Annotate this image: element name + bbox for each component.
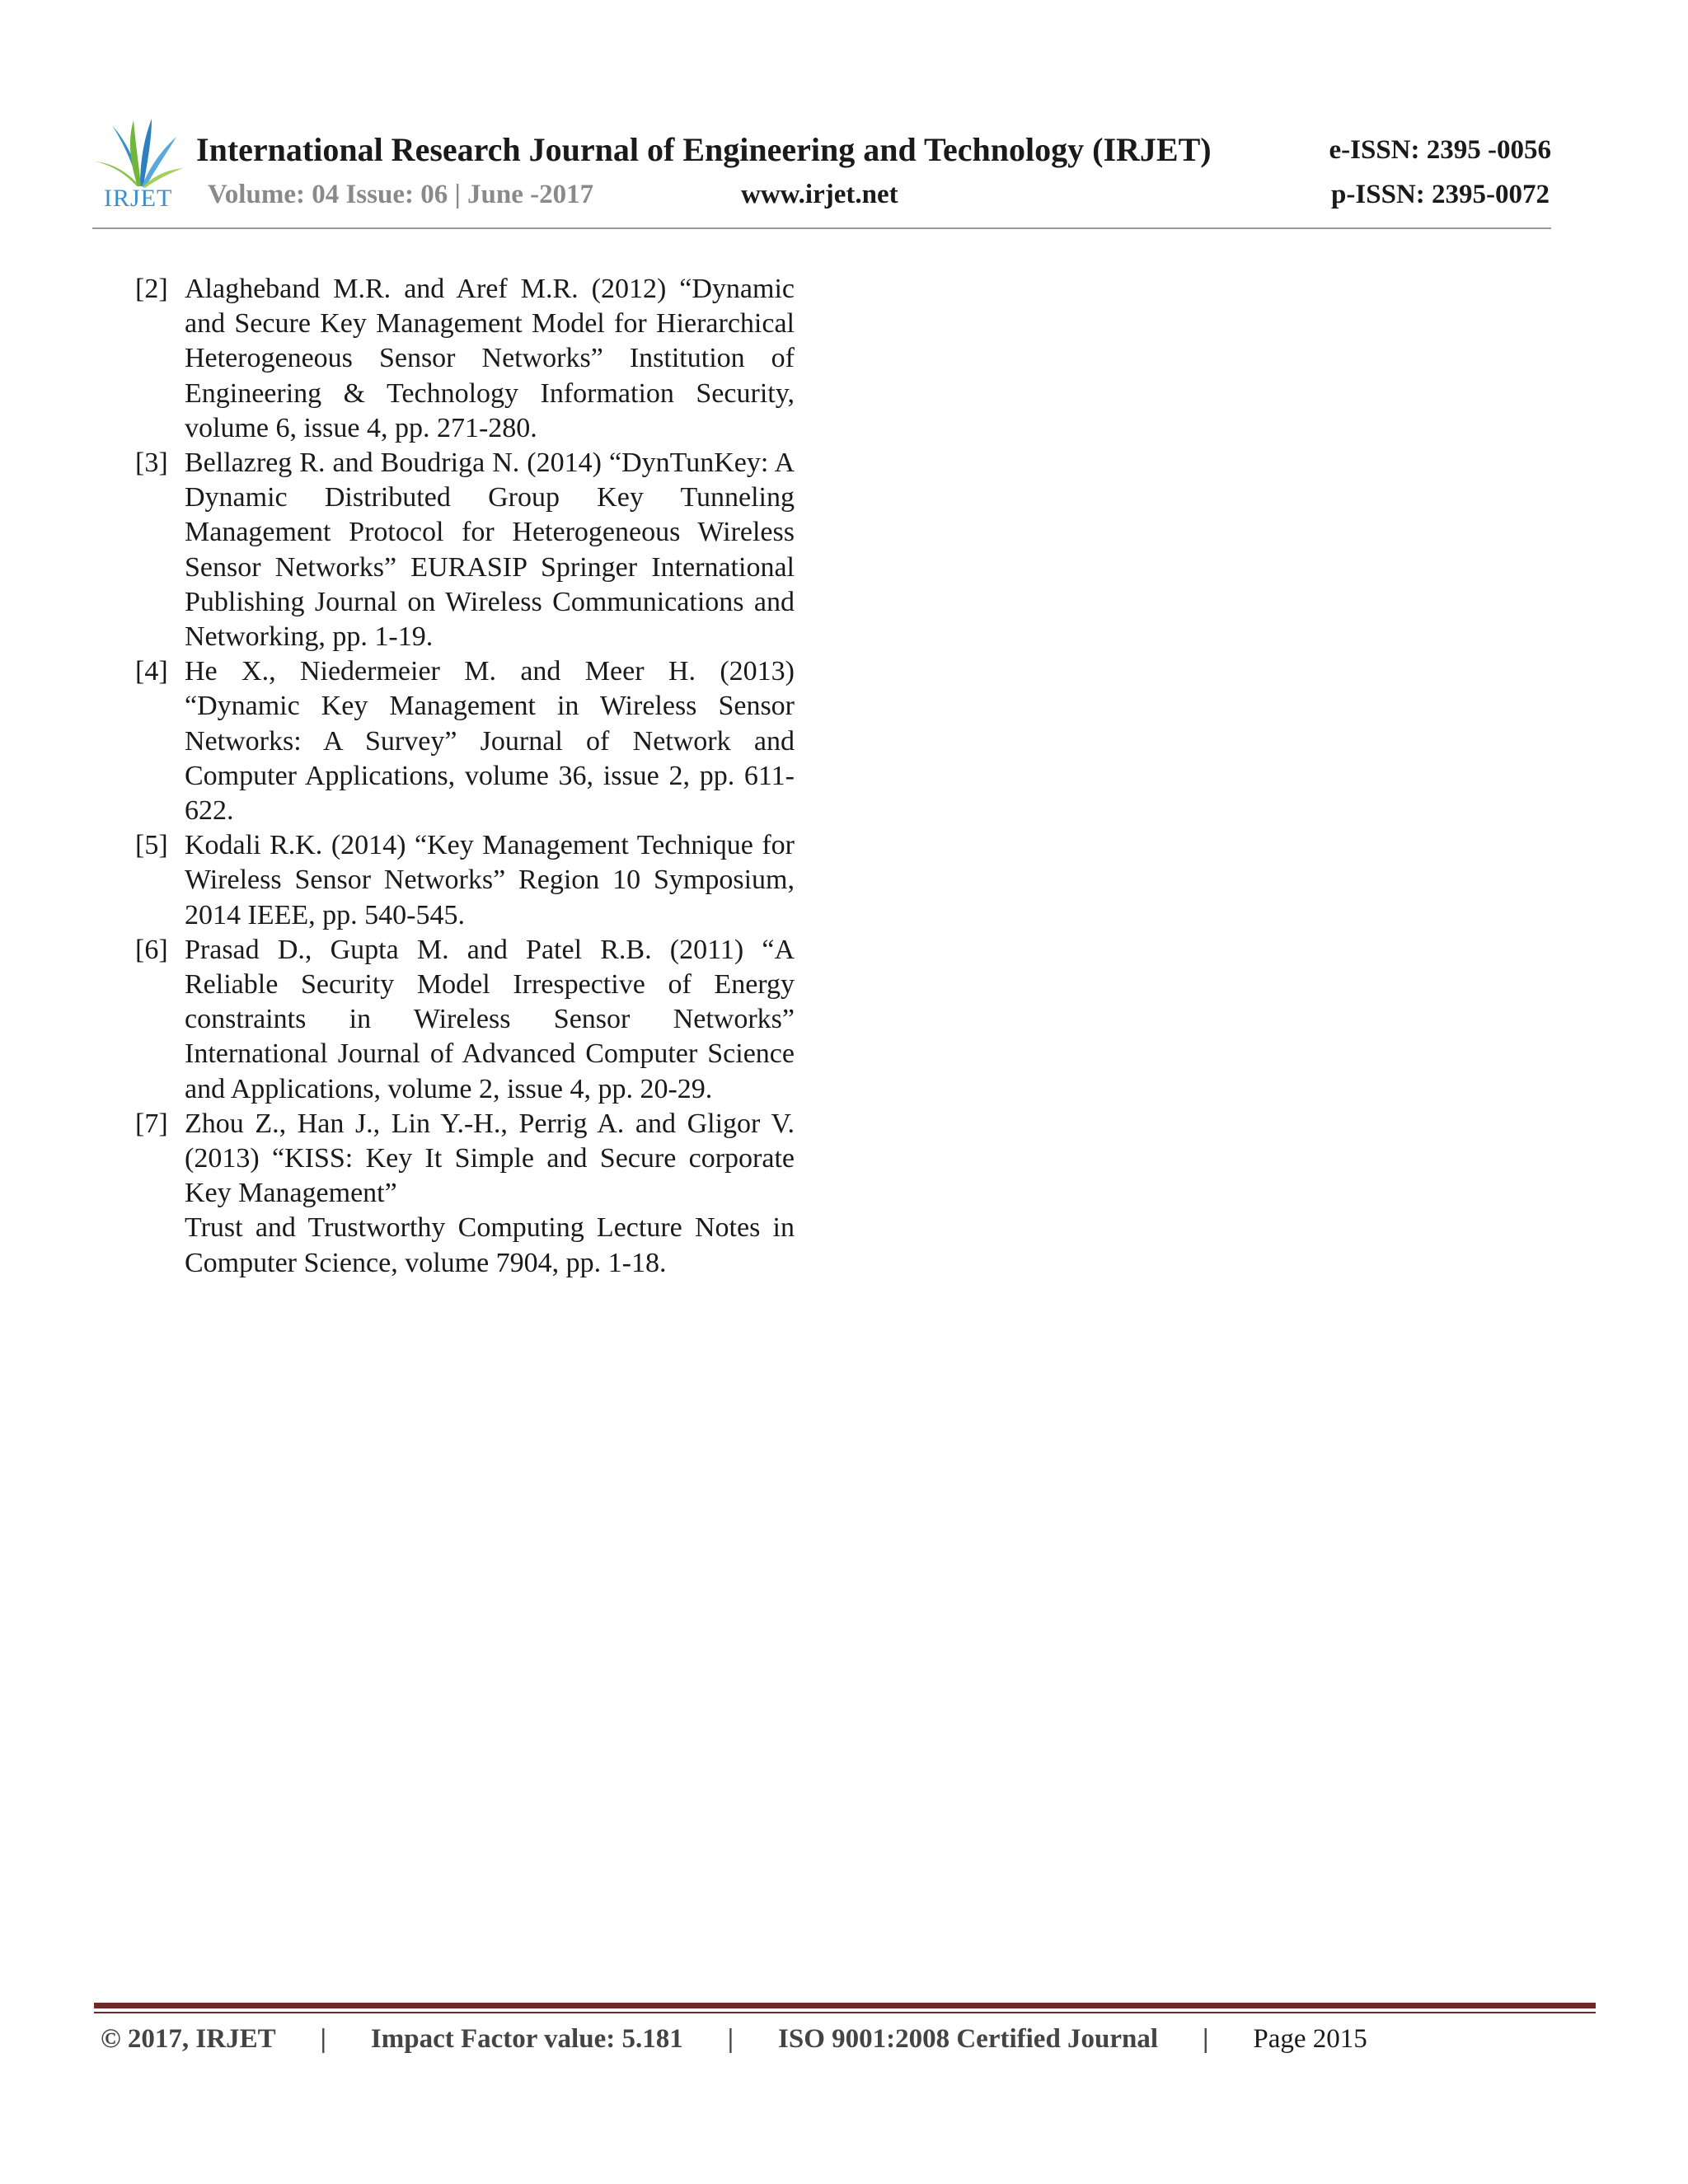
footer-separator: |	[727, 2024, 734, 2054]
reference-text: Prasad D., Gupta M. and Patel R.B. (2011) “A Reliable Security Model Irrespective of Energy constraints in Wireless Sensor Networks” International Journal of Advanced Computer Science and Applications, volume 2, issue 4, pp. 20-29.	[185, 934, 795, 1104]
logo-text: IRJET	[104, 185, 173, 212]
reference-number: [5]	[135, 830, 168, 861]
reference-number: [4]	[135, 656, 168, 687]
page-header	[92, 115, 1551, 231]
footer-page-number: Page 2015	[1253, 2024, 1367, 2054]
reference-item	[135, 654, 795, 828]
journal-title: International Research Journal of Engineering and Technology (IRJET)	[196, 131, 1212, 168]
reference-text: Bellazreg R. and Boudriga N. (2014) “DynTunKey: A Dynamic Distributed Group Key Tunneling Management Protocol for Heterogeneous Wireless Sensor Networks” EURASIP Springer International Publishing Journal on Wireless Communications and Networking, pp. 1-19.	[185, 448, 795, 653]
footer-separator: |	[320, 2024, 326, 2054]
footer-copyright: © 2017, IRJET	[101, 2024, 276, 2054]
footer-divider-thick	[94, 2003, 1596, 2008]
page-footer	[101, 2024, 1367, 2055]
reference-text-continued: Trust and Trustworthy Computing Lecture Notes in Computer Science, volume 7904, pp. 1-18.	[185, 1212, 795, 1278]
irjet-logo	[92, 115, 185, 214]
header-divider	[92, 227, 1551, 229]
reference-text: Zhou Z., Han J., Lin Y.-H., Perrig A. and Gligor V. (2013) “KISS: Key It Simple and Secure corporate Key Management”	[185, 1108, 795, 1209]
footer-iso: ISO 9001:2008 Certified Journal	[778, 2024, 1159, 2054]
reference-item	[135, 446, 795, 654]
volume-issue: Volume: 04 Issue: 06 | June -2017	[208, 180, 594, 209]
reference-item	[135, 1107, 795, 1281]
e-issn: e-ISSN: 2395 -0056	[1329, 135, 1551, 165]
reference-number: [2]	[135, 274, 168, 304]
reference-item	[135, 933, 795, 1107]
reference-text: He X., Niedermeier M. and Meer H. (2013) “Dynamic Key Management in Wireless Sensor Networks: A Survey” Journal of Network and Computer Applications, volume 36, issue 2, pp. 611-622.	[185, 656, 795, 827]
reference-text: Alagheband M.R. and Aref M.R. (2012) “Dynamic and Secure Key Management Model for Hierarchical Heterogeneous Sensor Networks” Institution of Engineering & Technology Information Security, volume 6, issue 4, pp. 271-280.	[185, 274, 795, 443]
reference-number: [6]	[135, 934, 168, 965]
reference-text: Kodali R.K. (2014) “Key Management Technique for Wireless Sensor Networks” Region 10 Symposium, 2014 IEEE, pp. 540-545.	[185, 830, 795, 930]
reference-item	[135, 828, 795, 933]
irjet-leaf-logo-icon	[92, 115, 185, 188]
footer-impact-factor: Impact Factor value: 5.181	[370, 2024, 683, 2054]
footer-separator: |	[1203, 2024, 1209, 2054]
reference-number: [7]	[135, 1108, 168, 1139]
reference-item	[135, 272, 795, 446]
reference-number: [3]	[135, 448, 168, 479]
footer-divider-thin	[94, 2012, 1596, 2013]
website-link[interactable]: www.irjet.net	[741, 180, 898, 209]
reference-list	[135, 272, 795, 1281]
p-issn: p-ISSN: 2395-0072	[1331, 180, 1550, 209]
